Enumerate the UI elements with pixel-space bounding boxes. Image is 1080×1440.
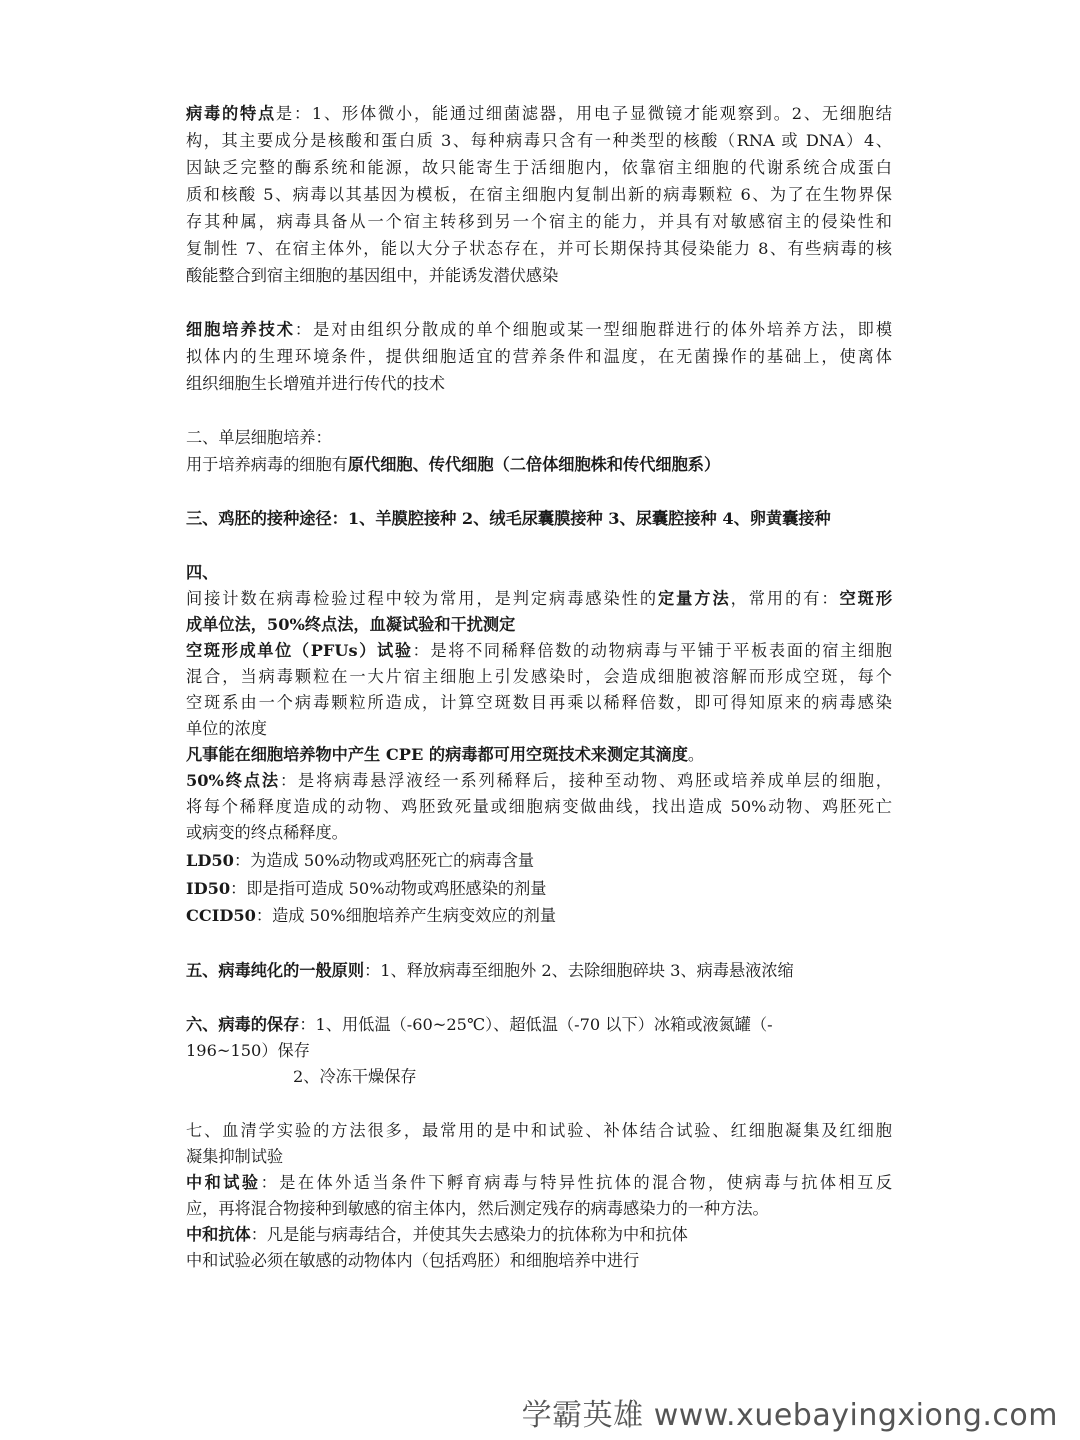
embryo-routes: 三、鸡胚的接种途径：1、羊膜腔接种 2、绒毛尿囊膜接种 3、尿囊腔接种 4、卵黄囊接种: [186, 509, 831, 528]
cell-culture-line: 组织细胞生长增殖并进行传代的技术: [186, 374, 445, 393]
virus-features-line: 复制性 7、在宿主体外，能以大分子状态存在，并可长期保持其侵染能力 8、有些病毒的核: [186, 239, 892, 258]
neutralization-label: 中和试验: [186, 1173, 261, 1192]
cell-culture-line: 拟体内的生理环境条件，提供细胞适宜的营养条件和温度，在无菌操作的基础上，使离体: [186, 347, 892, 366]
serology-line: 凝集抑制试验: [186, 1147, 284, 1166]
preservation-line: 196~150）保存: [186, 1041, 310, 1060]
monolayer-text: 用于培养病毒的细胞有原代细胞、传代细胞（二倍体细胞株和传代细胞系）: [186, 455, 721, 474]
endpoint-line: 50%终点法：是将病毒悬浮液经一系列稀释后，接种至动物、鸡胚或培养成单层的细胞，: [186, 771, 892, 790]
cpe-note: 凡事能在细胞培养物中产生 CPE 的病毒都可用空斑技术来测定其滴度。: [186, 745, 705, 764]
monolayer-heading: 二、单层细胞培养：: [186, 428, 332, 447]
virus-features-line: 因缺乏完整的酶系统和能源，故只能寄生于活细胞内，依靠宿主细胞的代谢系统合成蛋白: [186, 158, 892, 177]
neutralization-line: 中和试验：是在体外适当条件下孵育病毒与特异性抗体的混合物，使病毒与抗体相互反: [186, 1173, 893, 1192]
endpoint-line: 或病变的终点稀释度。: [186, 823, 348, 842]
serology-last-line: 中和试验必须在敏感的动物体内（包括鸡胚）和细胞培养中进行: [186, 1251, 640, 1270]
endpoint-line: 将每个稀释度造成的动物、鸡胚致死量或细胞病变做曲线，找出造成 50%动物、鸡胚死亡: [186, 797, 892, 816]
neutralizing-antibody-line: 中和抗体：凡是能与病毒结合，并使其失去感染力的抗体称为中和抗体: [186, 1225, 688, 1244]
watermark: 学霸英雄 www.xuebayingxiong.com: [521, 1398, 1058, 1433]
virus-features-line: 存其种属，病毒具备从一个宿主转移到另一个宿主的能力，并具有对敏感宿主的侵染性和: [186, 212, 892, 231]
endpoint-label: 50%终点法: [186, 771, 280, 790]
virus-features-line: 病毒的特点是：1、形体微小，能通过细菌滤器，用电子显微镜才能观察到。2、无细胞结: [186, 104, 892, 123]
quantification-line: 间接计数在病毒检验过程中较为常用，是判定病毒感染性的定量方法，常用的有：空斑形: [186, 589, 893, 608]
serology-line: 七、血清学实验的方法很多，最常用的是中和试验、补体结合试验、红细胞凝集及红细胞: [186, 1121, 892, 1140]
ccid50-line: CCID50：造成 50%细胞培养产生病变效应的剂量: [186, 906, 557, 925]
virus-features-line: 质和核酸 5、病毒以其基因为模板，在宿主细胞内复制出新的病毒颗粒 6、为了在生物界保: [186, 185, 892, 204]
virus-features-line: 构，其主要成分是核酸和蛋白质 3、每种病毒只含有一种类型的核酸（RNA 或 DNA）4、: [186, 131, 892, 150]
pfu-line: 空斑形成单位（PFUs）试验：是将不同稀释倍数的动物病毒与平铺于平板表面的宿主细胞: [186, 641, 892, 660]
preservation-line: 六、病毒的保存：1、用低温（-60~25℃）、超低温（-70 以下）冰箱或液氮罐（-: [186, 1015, 773, 1034]
virus-features-line: 酸能整合到宿主细胞的基因组中，并能诱发潜伏感染: [186, 266, 559, 285]
ld50-line: LD50：为造成 50%动物或鸡胚死亡的病毒含量: [186, 851, 535, 870]
neutralization-line: 应，再将混合物接种到敏感的宿主体内，然后测定残存的病毒感染力的一种方法。: [186, 1199, 769, 1218]
section-four-heading: 四、: [186, 563, 219, 582]
preservation-line: 2、冷冻干燥保存: [293, 1067, 417, 1086]
pfu-line: 混合，当病毒颗粒在一大片宿主细胞上引发感染时，会造成细胞被溶解而形成空斑，每个: [186, 667, 892, 686]
pfu-line: 单位的浓度: [186, 719, 267, 738]
cell-culture-line: 细胞培养技术：是对由组织分散成的单个细胞或某一型细胞群进行的体外培养方法，即模: [186, 320, 893, 339]
pfu-line: 空斑系由一个病毒颗粒所造成，计算空斑数目再乘以稀释倍数，即可得知原来的病毒感染: [186, 693, 892, 712]
quantification-line: 成单位法，50%终点法，血凝试验和干扰测定: [186, 615, 516, 634]
pfu-label: 空斑形成单位（PFUs）试验: [186, 641, 413, 660]
id50-line: ID50：即是指可造成 50%动物或鸡胚感染的剂量: [186, 879, 547, 898]
cell-culture-label: 细胞培养技术: [186, 320, 295, 339]
virus-features-label: 病毒的特点: [186, 104, 276, 123]
purification-line: 五、病毒纯化的一般原则：1、释放病毒至细胞外 2、去除细胞碎块 3、病毒悬液浓缩: [186, 961, 794, 980]
